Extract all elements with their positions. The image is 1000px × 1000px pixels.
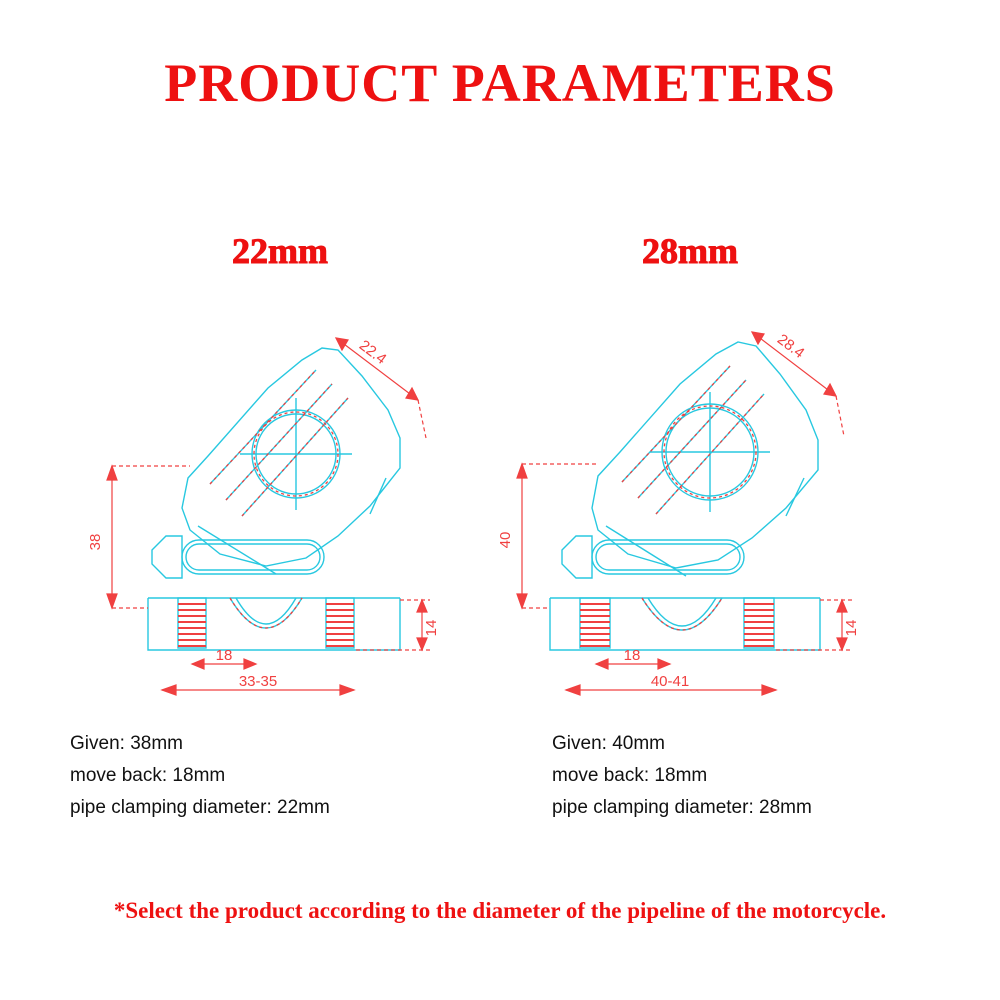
specs-28mm [552,728,812,824]
dim-bottom-width-22: 33-35 [238,673,278,690]
spec-pipe-diameter: pipe clamping diameter: 22mm [70,797,330,818]
dim-side-height-28: 14 [843,619,860,637]
clamp-technical-drawing-28mm [480,278,900,698]
dim-top-diagonal-28: 28.4 [773,330,808,362]
spec-move-back: move back: 18mm [552,765,708,786]
dim-side-height-22: 14 [423,619,440,637]
dim-bottom-width-28: 40-41 [650,673,690,690]
dim-top-diagonal-22: 22.4 [355,336,390,368]
dim-height-22: 38 [87,533,104,551]
footnote: *Select the product according to the diameter of the pipeline of the motorcycle. [113,898,887,923]
spec-given: Given: 40mm [552,733,665,754]
page-title: PRODUCT PARAMETERS [164,53,836,113]
dim-bolt-spacing-28: 18 [623,647,641,664]
variant-22mm [70,230,490,690]
dim-height-28: 40 [497,531,514,549]
spec-move-back: move back: 18mm [70,765,226,786]
variant-size-label: 28mm [642,231,738,271]
specs-22mm [70,728,330,824]
spec-given: Given: 38mm [70,733,183,754]
spec-pipe-diameter: pipe clamping diameter: 28mm [552,797,812,818]
dim-bolt-spacing-22: 18 [215,647,233,664]
variant-28mm [480,230,900,690]
clamp-technical-drawing-22mm [70,278,490,698]
variant-size-label: 22mm [232,231,328,271]
